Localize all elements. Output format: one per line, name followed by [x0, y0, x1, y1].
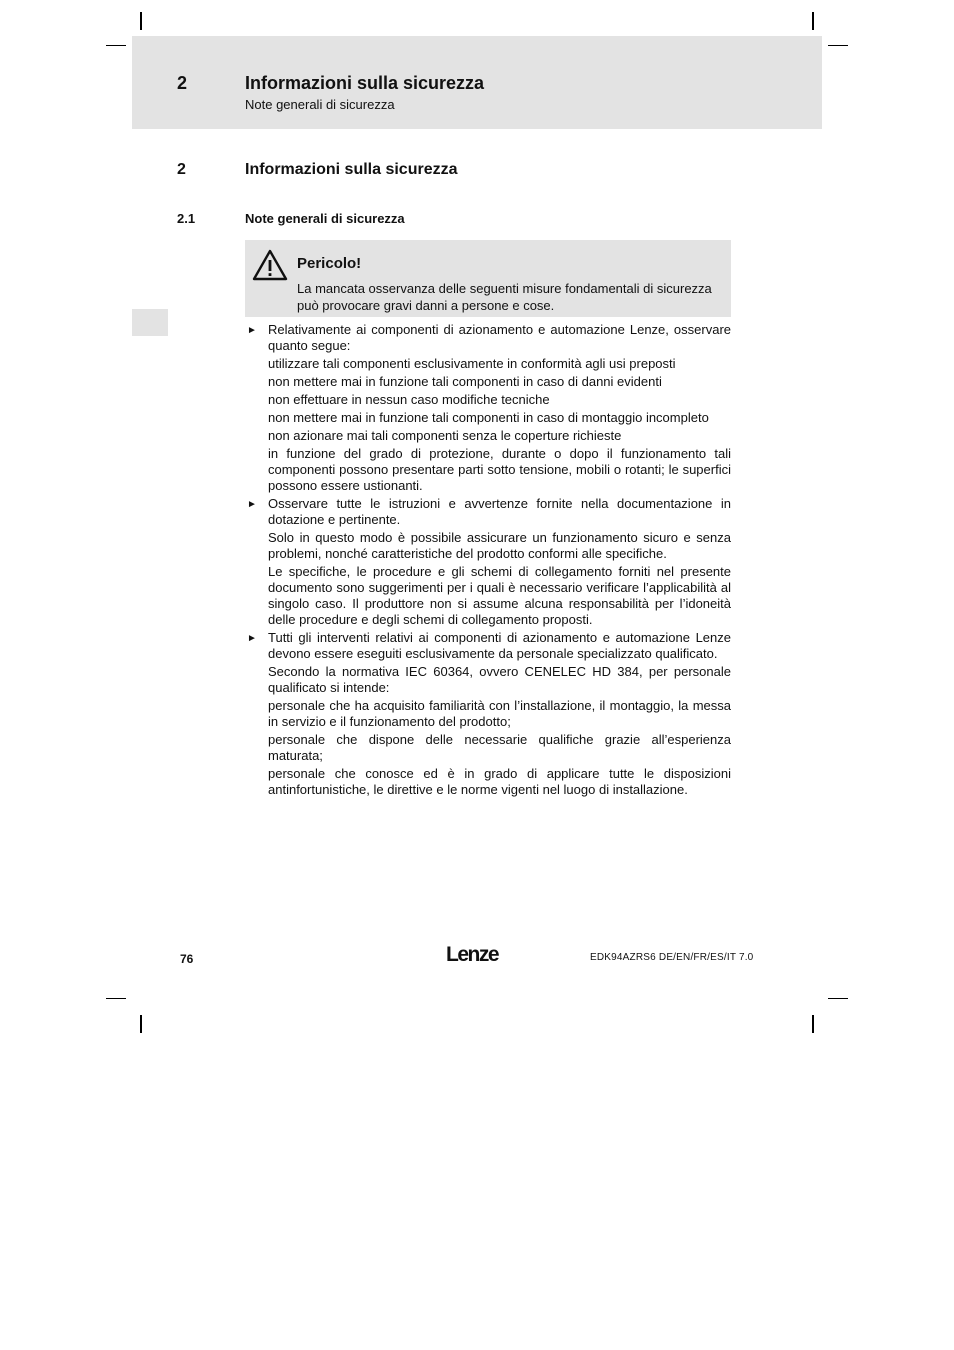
crop-mark — [828, 45, 848, 46]
bullet-paragraph — [247, 496, 731, 528]
paragraph-text: non mettere mai in funzione tali componenti in caso di danni evidenti — [268, 374, 662, 389]
header-section-subtitle: Note generali di sicurezza — [245, 97, 395, 112]
paragraph — [268, 732, 731, 764]
paragraph-text: Solo in questo modo è possibile assicurare un funzionamento sicuro e senza problemi, nonché caratteristiche del prodotto conformi alle specifiche. — [268, 530, 731, 561]
page-number: 76 — [180, 952, 194, 966]
paragraph-text: Le specifiche, le procedure e gli schemi di collegamento forniti nel presente documento sono suggerimenti per i quali è necessario verificare l’applicabilità al singolo caso. Il produttore non si assume alcuna responsabilità per l’idoneità delle procedure e degli schemi di collegamento proposti. — [268, 564, 731, 627]
warning-box — [245, 240, 731, 317]
paragraph — [268, 766, 731, 798]
crop-mark — [106, 998, 126, 999]
paragraph — [268, 664, 731, 696]
document-id: EDK94AZRS6 DE/EN/FR/ES/IT 7.0 — [590, 952, 754, 963]
bullet-arrow-icon: ► — [247, 499, 257, 510]
paragraph — [268, 428, 731, 444]
header-chapter-title: Informazioni sulla sicurezza — [245, 73, 485, 93]
paragraph-text: Tutti gli interventi relativi ai componenti di azionamento e automazione Lenze devono essere eseguiti esclusivamente da personale specializzato qualificato. — [268, 630, 731, 661]
paragraph — [268, 564, 731, 628]
crop-mark — [106, 45, 126, 46]
paragraph-text: Relativamente ai componenti di azionamento e automazione Lenze, osservare quanto segue: — [268, 322, 731, 353]
paragraph-text: Osservare tutte le istruzioni e avvertenze fornite nella documentazione in dotazione e pertinente. — [268, 496, 731, 527]
safety-instructions — [247, 322, 731, 800]
paragraph-text: utilizzare tali componenti esclusivamente in conformità agli usi preposti — [268, 356, 676, 371]
paragraph-text: non effettuare in nessun caso modifiche tecniche — [268, 392, 550, 407]
header-chapter-number: 2 — [177, 73, 188, 93]
paragraph — [268, 374, 731, 390]
paragraph-text: in funzione del grado di protezione, durante o dopo il funzionamento tali componenti possono presentare parti sotto tensione, mobili o rotanti; le superfici possono essere ustionanti. — [268, 446, 731, 493]
bullet-paragraph — [247, 322, 731, 354]
paragraph — [268, 446, 731, 494]
paragraph-text: personale che ha acquisito familiarità con l’installazione, il montaggio, la messa in servizio e il funzionamento del prodotto; — [268, 698, 731, 729]
crop-mark — [812, 1015, 814, 1033]
crop-mark — [140, 12, 142, 30]
crop-mark — [812, 12, 814, 30]
paragraph-text: personale che conosce ed è in grado di applicare tutte le disposizioni antinfortunistiche, le direttive e le norme vigenti nel luogo di installazione. — [268, 766, 731, 797]
paragraph — [268, 530, 731, 562]
section-title: Informazioni sulla sicurezza — [245, 161, 458, 178]
side-tab-marker — [132, 309, 168, 336]
bullet-arrow-icon: ► — [247, 325, 257, 336]
paragraph-text: Secondo la normativa IEC 60364, ovvero CENELEC HD 384, per personale qualificato si intende: — [268, 664, 731, 695]
paragraph — [268, 698, 731, 730]
subsection-title: Note generali di sicurezza — [245, 211, 405, 226]
crop-mark — [828, 998, 848, 999]
lenze-logo: Lenze — [446, 943, 499, 966]
paragraph-text: personale che dispone delle necessarie qualifiche grazie all’esperienza maturata; — [268, 732, 731, 763]
bullet-arrow-icon: ► — [247, 633, 257, 644]
paragraph-text: non azionare mai tali componenti senza le coperture richieste — [268, 428, 622, 443]
section-number: 2 — [177, 161, 186, 178]
paragraph-text: non mettere mai in funzione tali componenti in caso di montaggio incompleto — [268, 410, 709, 425]
paragraph — [268, 392, 731, 408]
subsection-number: 2.1 — [177, 211, 196, 226]
paragraph — [268, 410, 731, 426]
warning-text: La mancata osservanza delle seguenti misure fondamentali di sicurezza può provocare gravi danni a persone e cose. — [297, 281, 712, 313]
warning-title: Pericolo! — [297, 255, 362, 272]
crop-mark — [140, 1015, 142, 1033]
paragraph — [268, 356, 731, 372]
bullet-paragraph — [247, 630, 731, 662]
warning-triangle-icon — [252, 249, 288, 281]
